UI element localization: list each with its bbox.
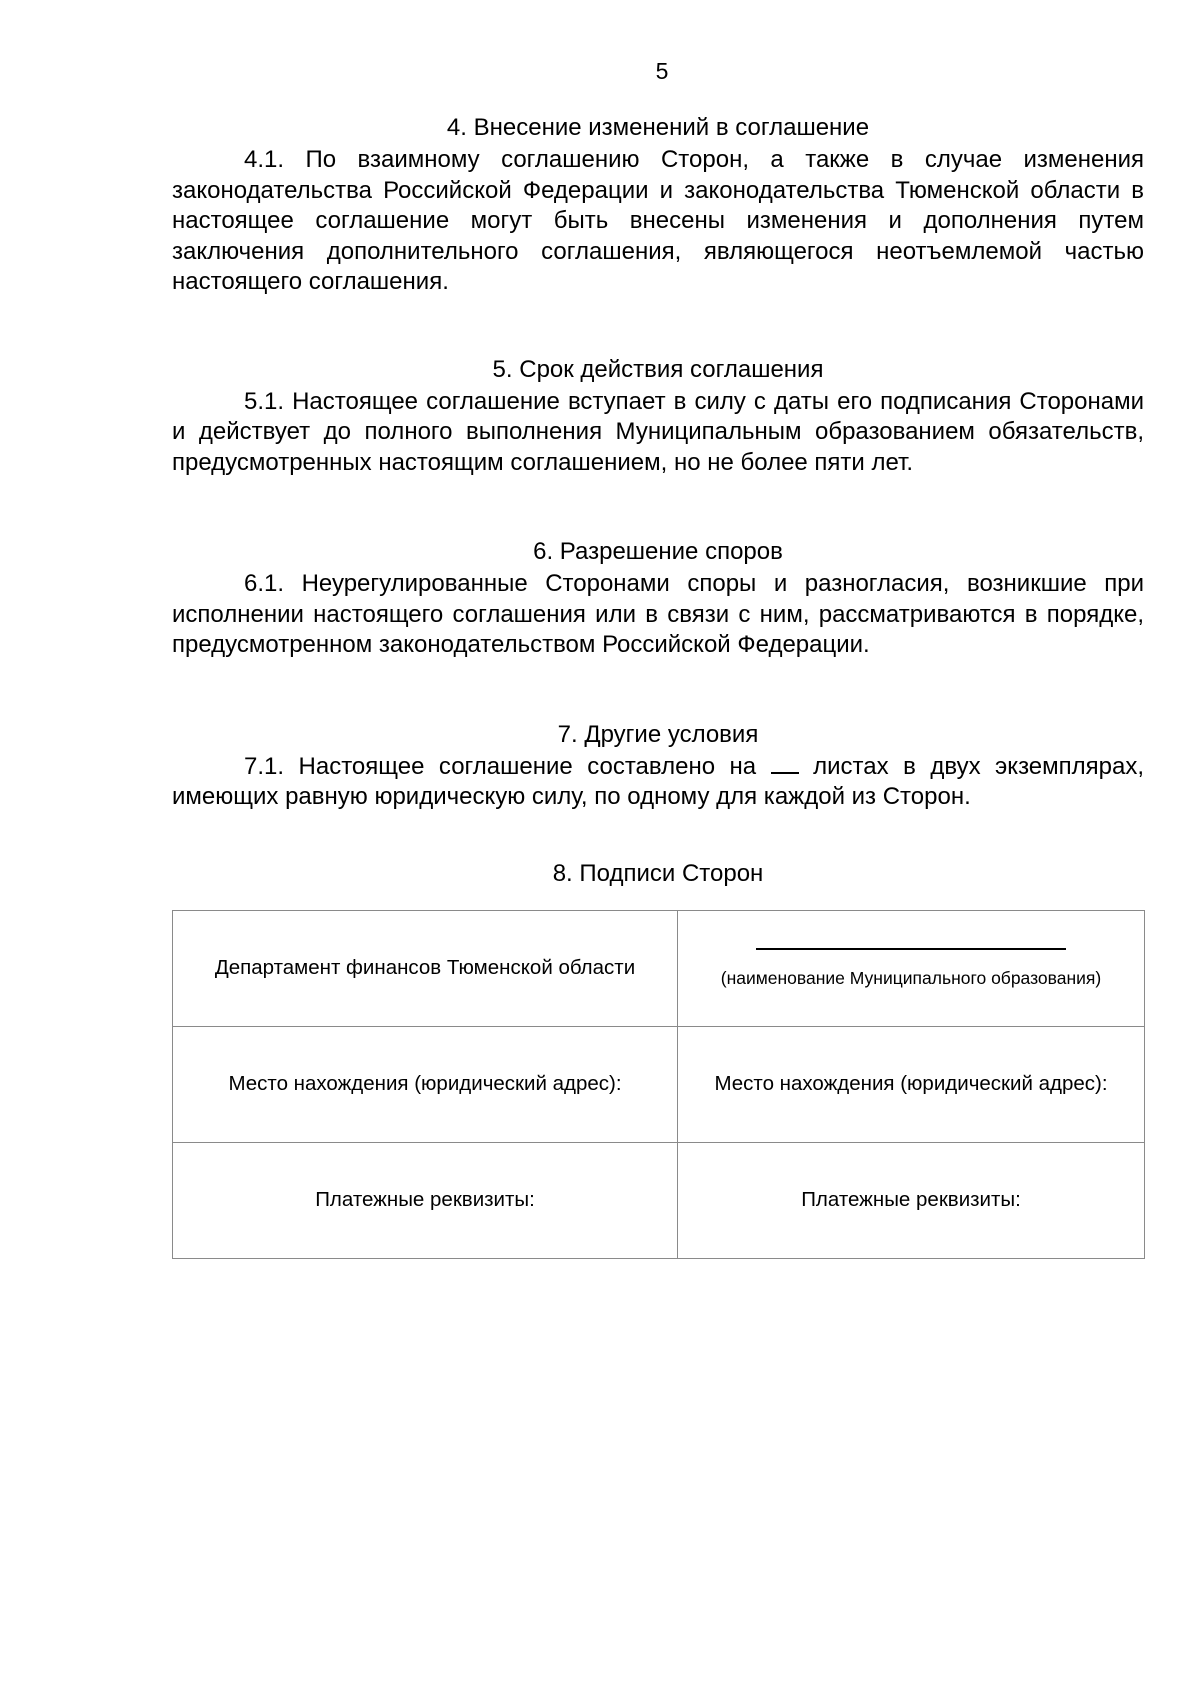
signatures-table	[172, 910, 1145, 1259]
section-paragraph: 5.1. Настоящее соглашение вступает в силу с даты его подписания Сторонами и действует до полного выполнения Муниципальным образованием обязательств, предусмотренных настоящим соглашением, но не более пяти лет.	[172, 387, 1144, 476]
right-payment-cell	[678, 1142, 1145, 1258]
left-party-cell	[173, 910, 678, 1026]
section-4	[172, 112, 1144, 298]
signature-line	[756, 948, 1066, 950]
table-row	[173, 1026, 1145, 1142]
section-title: 7. Другие условия	[557, 720, 759, 748]
section-5	[172, 354, 1144, 479]
section-7	[172, 719, 1144, 813]
left-address-cell	[173, 1026, 678, 1142]
left-address-label: Место нахождения (юридический адрес):	[228, 1072, 622, 1095]
section-title: 5. Срок действия соглашения	[492, 355, 824, 383]
section-title: 8. Подписи Сторон	[552, 859, 764, 887]
section-paragraph	[172, 752, 1144, 813]
right-party-cell	[678, 910, 1145, 1026]
right-payment-label: Платежные реквизиты:	[801, 1188, 1021, 1211]
right-address-label: Место нахождения (юридический адрес):	[714, 1072, 1108, 1095]
table-row	[173, 1142, 1145, 1258]
section-title: 4. Внесение изменений в соглашение	[446, 114, 870, 141]
left-payment-cell	[173, 1142, 678, 1258]
paragraph-text-start: 7.1. Настоящее соглашение составлено на	[244, 752, 757, 780]
table-row	[173, 910, 1145, 1026]
section-paragraph: 4.1. По взаимному соглашению Сторон, а также в случае изменения законодательства Российской Федерации и законодательства Тюменской области в настоящее соглашение могут быть внесены изменения и дополнения путем заключения дополнительного соглашения, являющегося неотъемлемой частью настоящего соглашения.	[172, 146, 1144, 295]
section-8	[172, 858, 1144, 890]
sheet-count-blank	[771, 752, 799, 774]
left-party-name: Департамент финансов Тюменской области	[214, 956, 636, 979]
paragraph-text-end: листах в двух экземплярах, имеющих равную юридическую силу, по одному для каждой из Сторон.	[172, 752, 1145, 810]
right-party-caption: (наименование Муниципального образования)	[720, 967, 1102, 988]
section-paragraph: 6.1. Неурегулированные Сторонами споры и разногласия, возникшие при исполнении настоящего соглашения или в связи с ним, рассматриваются в порядке, предусмотренном законодательством Российской Федерации.	[172, 570, 1144, 658]
section-title: 6. Разрешение споров	[533, 538, 783, 565]
document-body	[172, 112, 1144, 1259]
left-payment-label: Платежные реквизиты:	[315, 1188, 535, 1211]
page-number: 5	[655, 58, 669, 84]
right-address-cell	[678, 1026, 1145, 1142]
section-6	[172, 536, 1144, 661]
